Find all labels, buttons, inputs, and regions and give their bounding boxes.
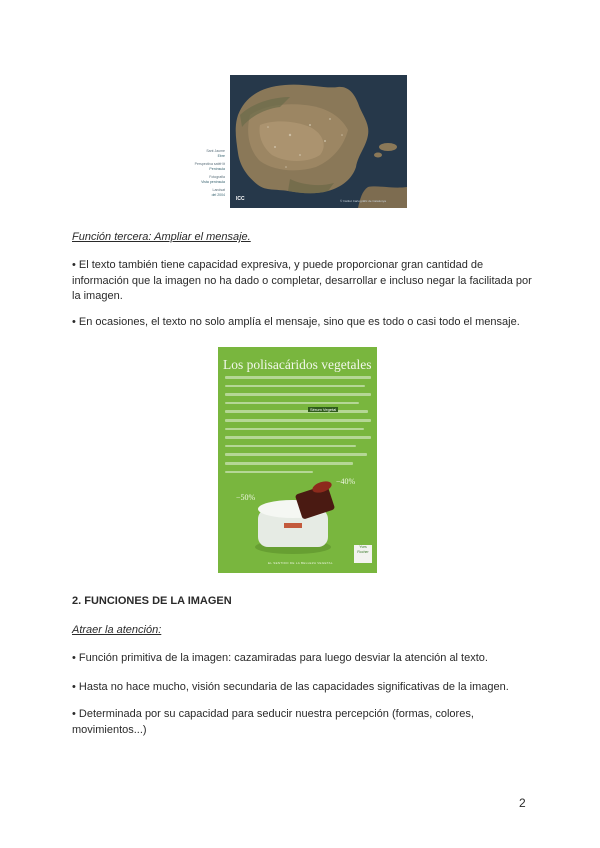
map-caption-line: Fotografia: [209, 175, 225, 179]
map-credit: © Institut Cartogràfic de Catalunya: [340, 199, 386, 203]
ad-highlight: Sérum Vegetal: [310, 407, 337, 412]
section-two-bullet-3: • Determinada por su capacidad para seducir nuestra percepción (formas, colores, movimientos...): [72, 708, 474, 736]
ad-body-text: [225, 376, 371, 479]
map-caption-line: Sant Jaume: [206, 149, 225, 153]
section-two-bullet-1: • Función primitiva de la imagen: cazamiradas para luego desviar la atención al texto.: [72, 652, 488, 664]
function-three-heading: Función tercera: Ampliar el mensaje.: [72, 231, 251, 243]
ad-percent-right: −40%: [336, 477, 356, 486]
map-caption-line: del 2004: [211, 192, 225, 197]
yves-rocher-ad-image: [218, 347, 377, 573]
map-caption-line: Landsat: [212, 188, 225, 192]
attract-attention-subheading: Atraer la atención:: [72, 624, 162, 636]
function-three-paragraph-2: • En ocasiones, el texto no solo amplía el mensaje, sino que es todo o casi todo el mensaje.: [72, 316, 520, 328]
page-number: 2: [519, 796, 526, 810]
ad-title: Los polisacáridos vegetales: [223, 357, 372, 372]
map-caption-line: Península: [209, 166, 225, 171]
map-caption-line: Vista península: [201, 179, 225, 184]
iberian-peninsula-satellite-image: [230, 75, 407, 208]
satellite-map-graphic: [230, 75, 407, 208]
map-caption-line: Perspectiva satèl·lit: [194, 162, 225, 166]
section-two-heading: 2. FUNCIONES DE LA IMAGEN: [72, 595, 232, 607]
icc-logo: ICC: [236, 196, 245, 202]
section-two-bullet-2: • Hasta no hace mucho, visión secundaria de las capacidades significativas de la imagen.: [72, 681, 509, 693]
cream-jar-icon: [248, 475, 348, 557]
function-three-paragraph-1: • El texto también tiene capacidad expresiva, y puede proporcionar gran cantidad de información que la imagen no ha dado o completar, desarrollar e incluso negar la facilitada por la imagen.: [72, 259, 532, 302]
yves-rocher-logo: Yves Rocher: [354, 545, 372, 563]
ad-footer: EL SENTIDO DE LA BELLEZA VEGETAL: [268, 561, 333, 565]
map-caption: [170, 149, 225, 197]
map-caption-line: Ebre: [217, 153, 225, 158]
ad-percent-left: −50%: [236, 493, 256, 502]
